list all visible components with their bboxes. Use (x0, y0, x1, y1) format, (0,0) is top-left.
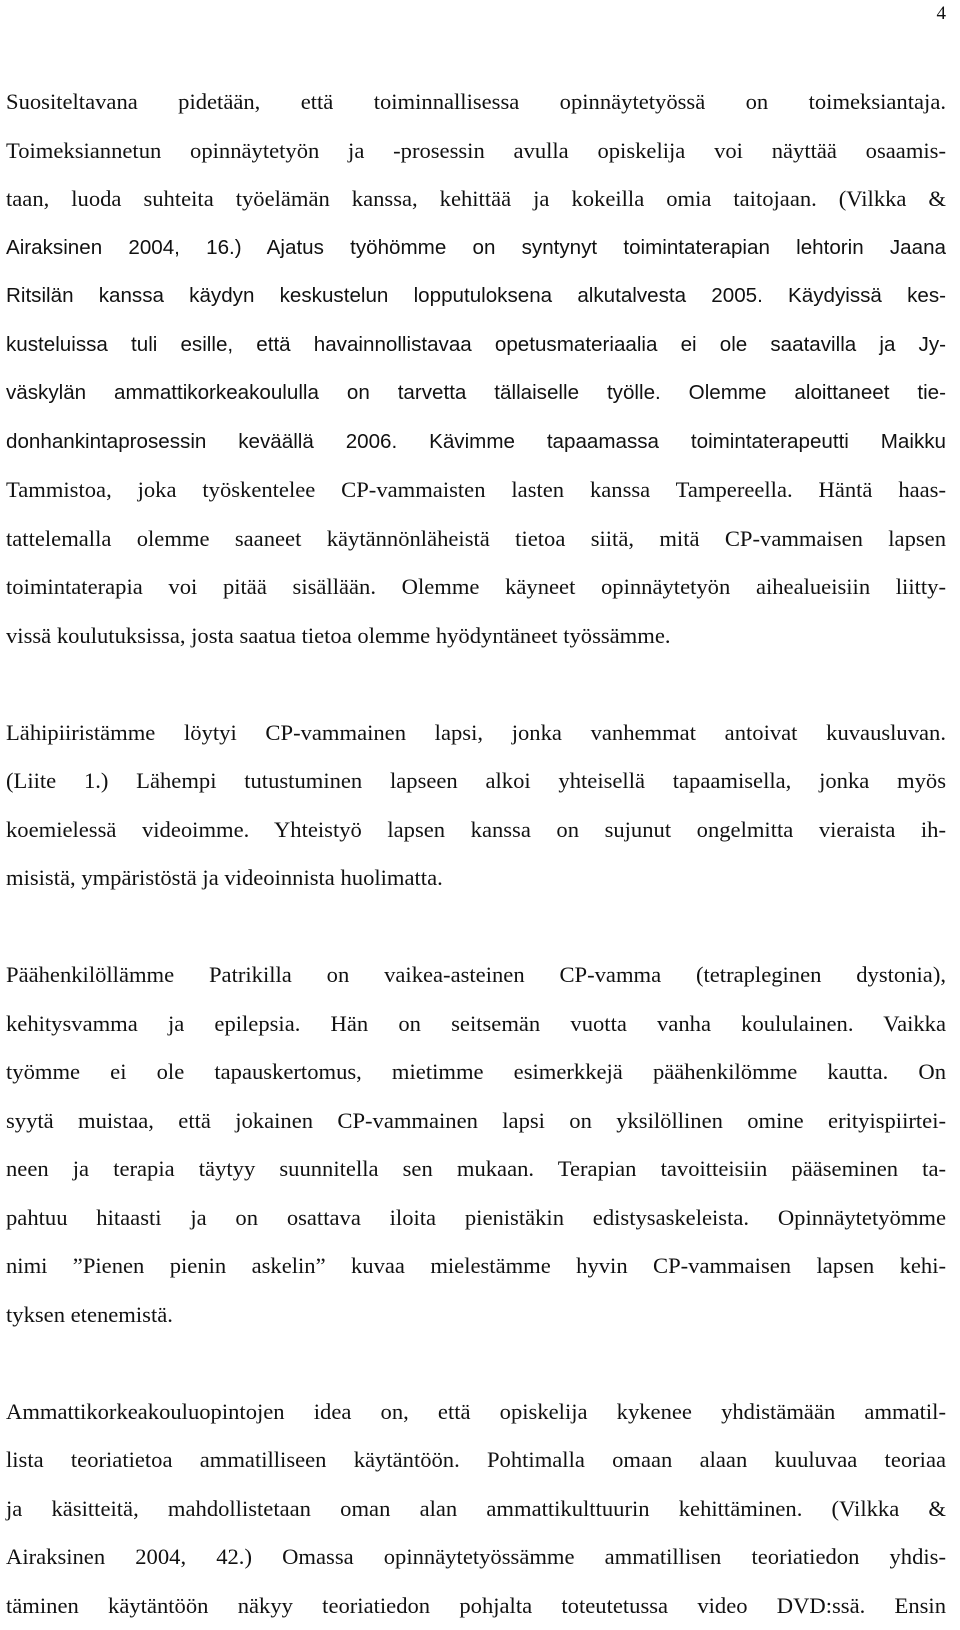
text-line: taan, luoda suhteita työelämän kanssa, kehittää ja kokeilla omia taitojaan. (Vilkka & (6, 175, 946, 224)
page-number: 4 (937, 4, 947, 23)
text-line: donhankintaprosessin keväällä 2006. Kävimme tapaamassa toimintaterapeutti Maikku (6, 418, 946, 467)
text-line: tattelemalla olemme saaneet käytännönläheistä tietoa siitä, mitä CP-vammaisen lapsen (6, 515, 946, 564)
text-line: kusteluissa tuli esille, että havainnollistavaa opetusmateriaalia ei ole saatavilla ja Jy- (6, 321, 946, 370)
text-line: Lähipiiristämme löytyi CP-vammainen lapsi, jonka vanhemmat antoivat kuvausluvan. (6, 709, 946, 758)
text-line: lista teoriatietoa ammatilliseen käytäntöön. Pohtimalla omaan alaan kuuluvaa teoriaa (6, 1436, 946, 1485)
text-line: ja käsitteitä, mahdollistetaan oman alan ammattikulttuurin kehittäminen. (Vilkka & (6, 1485, 946, 1534)
text-line: nimi ”Pienen pienin askelin” kuvaa mielestämme hyvin CP-vammaisen lapsen kehi- (6, 1242, 946, 1291)
document-body (6, 78, 946, 1630)
text-line: toimintaterapia voi pitää sisällään. Olemme käyneet opinnäytetyön aihealueisiin liitty- (6, 563, 946, 612)
text-line: tyksen etenemistä. (6, 1291, 946, 1340)
text-line: Suositeltavana pidetään, että toiminnallisessa opinnäytetyössä on toimeksiantaja. (6, 78, 946, 127)
text-line: työmme ei ole tapauskertomus, mietimme esimerkkejä päähenkilömme kautta. On (6, 1048, 946, 1097)
text-line: Ammattikorkeakouluopintojen idea on, että opiskelija kykenee yhdistämään ammatil- (6, 1388, 946, 1437)
paragraph-commissioned-thesis (6, 78, 946, 660)
text-line: kehitysvamma ja epilepsia. Hän on seitsemän vuotta vanha koululainen. Vaikka (6, 1000, 946, 1049)
paragraph-main-character (6, 951, 946, 1339)
text-line: täminen käytäntöön näkyy teoriatiedon pohjalta toteutetussa video DVD:ssä. Ensin (6, 1582, 946, 1630)
text-line: Ritsilän kanssa käydyn keskustelun lopputuloksena alkutalvesta 2005. Käydyissä kes- (6, 272, 946, 321)
text-line: syytä muistaa, että jokainen CP-vammainen lapsi on yksilöllinen omine erityispiirtei- (6, 1097, 946, 1146)
text-line: koemielessä videoimme. Yhteistyö lapsen kanssa on sujunut ongelmitta vieraista ih- (6, 806, 946, 855)
text-line: neen ja terapia täytyy suunnitella sen mukaan. Terapian tavoitteisiin pääseminen ta- (6, 1145, 946, 1194)
text-line: väskylän ammattikorkeakoululla on tarvetta tällaiselle työlle. Olemme aloittaneet tie- (6, 369, 946, 418)
text-line: misistä, ympäristöstä ja videoinnista huolimatta. (6, 854, 946, 903)
paragraph-filming-permission (6, 709, 946, 903)
paragraph-spacer (6, 660, 946, 709)
text-line: Toimeksiannetun opinnäytetyön ja -prosessin avulla opiskelija voi näyttää osaamis- (6, 127, 946, 176)
text-line: vissä koulutuksissa, josta saatua tietoa olemme hyödyntäneet työssämme. (6, 612, 946, 661)
text-line: pahtuu hitaasti ja on osattava iloita pienistäkin edistysaskeleista. Opinnäytetyömme (6, 1194, 946, 1243)
paragraph-spacer (6, 1339, 946, 1388)
text-line: (Liite 1.) Lähempi tutustuminen lapseen alkoi yhteisellä tapaamisella, jonka myös (6, 757, 946, 806)
paragraph-spacer (6, 903, 946, 952)
text-line: Päähenkilöllämme Patrikilla on vaikea-asteinen CP-vamma (tetrapleginen dystonia), (6, 951, 946, 1000)
text-line: Airaksinen 2004, 42.) Omassa opinnäytetyössämme ammatillisen teoriatiedon yhdis- (6, 1533, 946, 1582)
paragraph-professional-theory (6, 1388, 946, 1630)
text-line: Airaksinen 2004, 16.) Ajatus työhömme on syntynyt toimintaterapian lehtorin Jaana (6, 224, 946, 273)
text-line: Tammistoa, joka työskentelee CP-vammaisten lasten kanssa Tampereella. Häntä haas- (6, 466, 946, 515)
